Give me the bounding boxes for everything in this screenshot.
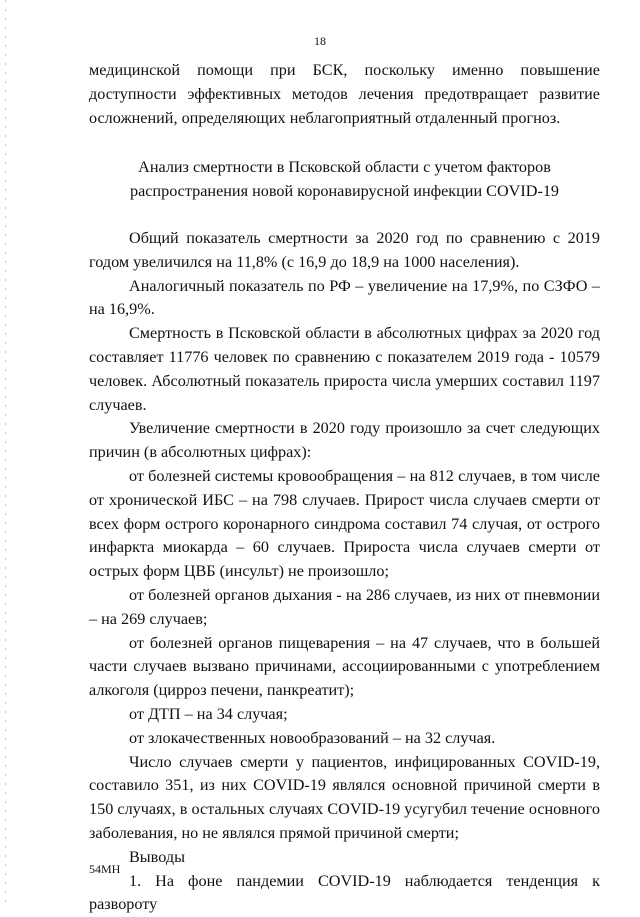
paragraph-absolute-mortality: Смертность в Псковской области в абсолютных цифрах за 2020 год составляет 11776 человек по сравнению с показателем 2019 года - 10579 человек. Абсолютный показатель прироста числа умерших составил 1197 случаев. xyxy=(89,322,600,417)
paragraph-covid-deaths: Число случаев смерти у пациентов, инфицированных COVID-19, составило 351, из них COVID-19 являлся основной причиной смерти в 150 случаях, в остальных случаях COVID-19 усугубил течение основного заболевания, но не являлся прямой причиной смерти; xyxy=(89,751,600,846)
conclusion-item-1: 1. На фоне пандемии COVID-19 наблюдается тенденция к развороту xyxy=(89,870,600,917)
paragraph-continuation: медицинской помощи при БСК, поскольку именно повышение доступности эффективных методов лечения предотвращает развитие осложнений, определяющих неблагоприятный отдаленный прогноз. xyxy=(89,59,600,130)
list-item-neoplasms: от злокачественных новообразований – на 32 случая. xyxy=(89,727,600,751)
section-heading: Анализ смертности в Псковской области с учетом факторов распространения новой коронавирусной инфекции COVID-19 xyxy=(89,156,600,204)
paragraph-increase-causes: Увеличение смертности в 2020 году произошло за счет следующих причин (в абсолютных цифрах): xyxy=(89,417,600,465)
scan-edge-mark xyxy=(5,0,6,905)
list-item-circulatory: от болезней системы кровообращения – на 812 случаев, в том числе от хронической ИБС – на 798 случаев. Прирост числа случаев смерти от всех форм острого коронарного синдрома составил 74 случая, от острого инфаркта миокарда – 60 случаев. Прироста числа случаев смерти от острых форм ЦВБ (инсульт) не произошло; xyxy=(89,465,600,584)
document-body xyxy=(89,59,600,917)
list-item-digestive: от болезней органов пищеварения – на 47 случаев, что в большей части случаев вызвано причинами, ассоциированными с употреблением алкоголя (цирроз печени, панкреатит); xyxy=(89,632,600,703)
conclusions-heading: Выводы xyxy=(89,846,600,870)
page-number: 18 xyxy=(0,34,640,49)
list-item-traffic: от ДТП – на 34 случая; xyxy=(89,703,600,727)
list-item-respiratory: от болезней органов дыхания - на 286 случаев, из них от пневмонии – на 269 случаев; xyxy=(89,584,600,632)
paragraph-total-mortality: Общий показатель смертности за 2020 год по сравнению с 2019 годом увеличился на 11,8% (с 16,9 до 18,9 на 1000 населения). xyxy=(89,227,600,275)
paragraph-rf-comparison: Аналогичный показатель по РФ – увеличение на 17,9%, по СЗФО – на 16,9%. xyxy=(89,275,600,323)
footer-code: 54МН xyxy=(89,862,120,877)
